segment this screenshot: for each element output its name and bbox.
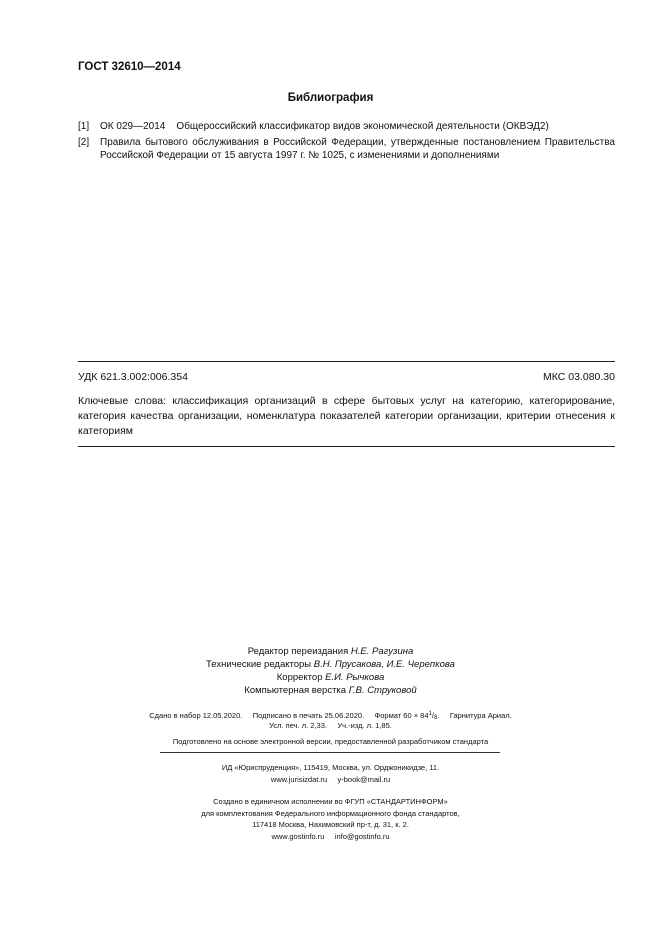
print-publ-sheets: Уч.-изд. л. 1,85. [337, 721, 392, 730]
publisher-block [0, 762, 661, 785]
producer-site-link[interactable]: www.gostinfo.ru [271, 831, 325, 841]
bibliography-item [78, 136, 615, 162]
prepared-note: Подготовлено на основе электронной версии, предоставленной разработчиком стандарта [172, 737, 489, 746]
bibliography-item [78, 120, 615, 133]
print-submitted: Сдано в набор 12.05.2020. [149, 711, 243, 720]
bibliography-text: ОК 029—2014 Общероссийский классификатор видов экономической деятельности (ОКВЭД2) [100, 121, 549, 132]
publisher-contacts [0, 774, 661, 786]
credit-role: Редактор переиздания [247, 646, 349, 657]
producer-email-link[interactable]: info@gostinfo.ru [334, 831, 390, 841]
producer-block [0, 796, 661, 842]
credit-line [0, 658, 661, 671]
producer-line: для комплектования Федерального информационного фонда стандартов, [201, 808, 460, 818]
producer-line: Создано в единичном исполнении во ФГУП «СТАНДАРТИНФОРМ» [213, 797, 448, 806]
print-sheets-line [0, 720, 661, 732]
credit-role: Компьютерная верстка [244, 685, 347, 696]
print-signed: Подписано в печать 25.06.2020. [252, 711, 365, 720]
publisher-address: ИД «Юриспруденция», 115419, Москва, ул. Орджоникидзе, 11. [221, 763, 440, 772]
print-typeface: Гарнитура Ариал. [449, 711, 512, 720]
credit-line [0, 671, 661, 684]
producer-contacts [0, 831, 661, 843]
publisher-email-link[interactable]: y-book@mail.ru [337, 774, 391, 784]
divider [78, 361, 615, 362]
divider [78, 446, 615, 447]
credit-name: Е.И. Рычкова [325, 672, 385, 683]
keywords-paragraph: Ключевые слова: классификация организаций в сфере бытовых услуг на категорию, категорирование, категория качества организации, номенклатура показателей категории организации, критерии отнесения к категориям [78, 395, 615, 437]
bibliography-number: [2] [78, 137, 90, 148]
udk-code: УДК 621.3.002:006.354 [78, 371, 188, 383]
print-sheets: Усл. печ. л. 2,33. [269, 721, 327, 730]
credit-name: В.Н. Прусакова, И.Е. Черепкова [313, 659, 455, 670]
credit-name: Н.Е. Рагузина [350, 646, 414, 657]
credits-block [0, 645, 661, 697]
mks-code: МКС 03.080.30 [543, 371, 615, 383]
section-title: Библиография [287, 92, 374, 104]
credit-role: Корректор [276, 672, 323, 683]
credit-role: Технические редакторы [206, 659, 312, 670]
document-code: ГОСТ 32610—2014 [78, 61, 181, 73]
bibliography-number: [1] [78, 121, 90, 132]
bibliography-text: Правила бытового обслуживания в Российской Федерации, утвержденные постановлением Правительства Российской Федерации от 15 августа 1997 г. № 1025, с изменениями и дополнениями [100, 137, 615, 161]
publisher-site-link[interactable]: www.jurisizdat.ru [270, 774, 328, 784]
credit-line [0, 684, 661, 697]
producer-address: 117418 Москва, Нахимовский пр-т, д. 31, к. 2. [252, 820, 409, 829]
credit-name: Г.В. Струковой [348, 685, 417, 696]
credit-line [0, 645, 661, 658]
print-format: Формат $60 \times 84^1/_8$. [374, 711, 440, 721]
divider [160, 752, 500, 753]
